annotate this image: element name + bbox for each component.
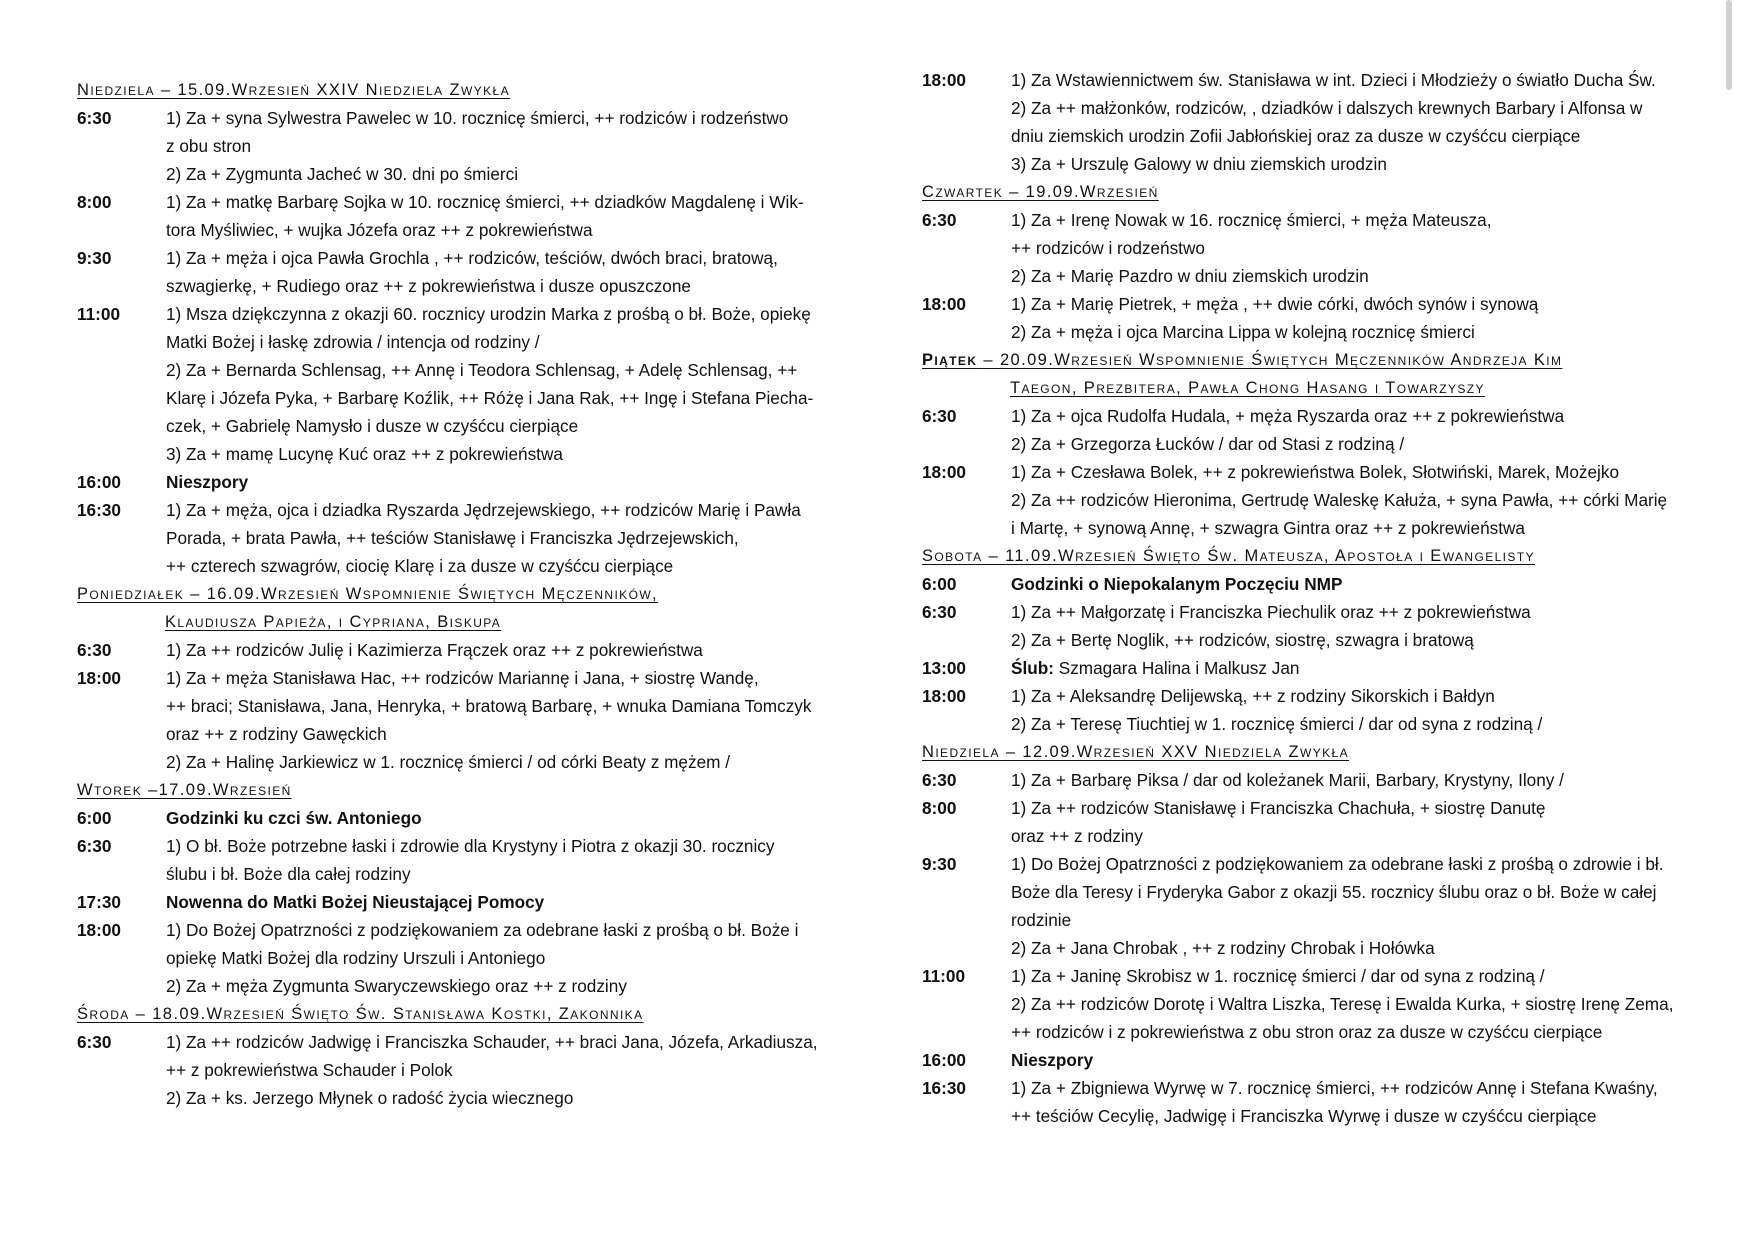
scrollbar[interactable] (1726, 0, 1732, 90)
intention-line (166, 496, 837, 524)
intention-text: ++ rodziców i rodzeństwo (1011, 238, 1205, 258)
mass-time: 6:30 (77, 640, 112, 660)
intentions (1011, 206, 1702, 290)
mass-entry (77, 300, 837, 468)
mass-entry (77, 244, 837, 300)
intentions (1011, 1074, 1702, 1130)
mass-entry (922, 66, 1702, 178)
day-heading (922, 178, 1702, 206)
intention-line (166, 804, 837, 832)
mass-entry (77, 888, 837, 916)
intention-text: 3) Za + Urszulę Galowy w dniu ziemskich urodzin (1011, 154, 1387, 174)
intention-text: ++ czterech szwagrów, ciocię Klarę i za dusze w czyśćcu cierpiące (166, 556, 674, 576)
mass-entry (77, 916, 837, 1000)
intention-line (166, 384, 837, 412)
mass-entry (922, 766, 1702, 794)
intentions (1011, 962, 1702, 1046)
intention-line (1011, 906, 1702, 934)
intention-line (166, 412, 837, 440)
mass-time: 6:30 (77, 108, 112, 128)
day-heading (77, 776, 837, 804)
intention-line (166, 832, 837, 860)
intentions (166, 300, 837, 468)
mass-entry (922, 1074, 1702, 1130)
mass-time: 16:30 (77, 500, 121, 520)
intention-line (1011, 150, 1702, 178)
intention-line (166, 692, 837, 720)
intention-text: ++ braci; Stanisława, Jana, Henryka, + bratową Barbarę, + wnuka Damiana Tomczyk (166, 696, 812, 716)
intention-line (1011, 486, 1702, 514)
intention-line (166, 468, 837, 496)
right-column (922, 66, 1702, 1130)
mass-entry (922, 402, 1702, 458)
intention-text: rodzinie (1011, 910, 1072, 930)
mass-entry (922, 794, 1702, 850)
mass-entry (77, 496, 837, 580)
intention-line (1011, 626, 1702, 654)
intention-line (166, 916, 837, 944)
intention-text: 1) Za + Aleksandrę Delijewską, ++ z rodziny Sikorskich i Bałdyn (1011, 686, 1495, 706)
intention-line (1011, 66, 1702, 94)
intention-line (166, 440, 837, 468)
intention-line (166, 272, 837, 300)
mass-entry (77, 468, 837, 496)
mass-time: 9:30 (922, 854, 957, 874)
day-heading (922, 542, 1702, 570)
intention-line (1011, 430, 1702, 458)
intention-text: 2) Za + Bertę Noglik, ++ rodziców, siostrę, szwagra i bratową (1011, 630, 1474, 650)
intention-text: 1) Za ++ Małgorzatę i Franciszka Piechulik oraz ++ z pokrewieństwa (1011, 602, 1531, 622)
intention-line (166, 552, 837, 580)
mass-entry (922, 654, 1702, 682)
intention-text: Godzinki o Niepokalanym Poczęciu NMP (1011, 574, 1343, 594)
intention-text: 1) Za + ojca Rudolfa Hudala, + męża Ryszarda oraz ++ z pokrewieństwa (1011, 406, 1565, 426)
intention-text: tora Myśliwiec, + wujka Józefa oraz ++ z pokrewieństwa (166, 220, 593, 240)
intention-text: 1) Msza dziękczynna z okazji 60. rocznicy urodzin Marka z prośbą o bł. Boże, opiekę (166, 304, 811, 324)
intention-line (1011, 262, 1702, 290)
mass-entry (77, 188, 837, 244)
intention-text: 2) Za + Grzegorza Łucków / dar od Stasi z rodziną / (1011, 434, 1405, 454)
intention-line (166, 188, 837, 216)
intention-text: 3) Za + mamę Lucynę Kuć oraz ++ z pokrewieństwa (166, 444, 563, 464)
intention-line (1011, 234, 1702, 262)
intention-text: czek, + Gabrielę Namysło i dusze w czyśćcu cierpiące (166, 416, 579, 436)
intentions (166, 188, 837, 244)
day-heading-text: Sobota – 11.09.Wrzesień Święto Św. Mateusza, Apostoła i Ewangelisty (922, 547, 1535, 565)
intentions (166, 888, 837, 916)
intention-line (1011, 402, 1702, 430)
mass-time: 18:00 (922, 70, 966, 90)
intention-text: 2) Za + męża i ojca Marcina Lippa w kolejną rocznicę śmierci (1011, 322, 1475, 342)
intention-line (166, 300, 837, 328)
intentions (166, 664, 837, 776)
intention-text: 1) Za ++ rodziców Julię i Kazimierza Frączek oraz ++ z pokrewieństwa (166, 640, 703, 660)
intention-line (1011, 206, 1702, 234)
intention-line (1011, 962, 1702, 990)
mass-time: 16:00 (922, 1050, 966, 1070)
intention-text: 2) Za + Jana Chrobak , ++ z rodziny Chrobak i Hołówka (1011, 938, 1435, 958)
mass-entry (77, 804, 837, 832)
intention-text: ++ teściów Cecylię, Jadwigę i Franciszka Wyrwę i dusze w czyśćcu cierpiące (1011, 1106, 1597, 1126)
intention-text: 2) Za ++ rodziców Hieronima, Gertrudę Waleskę Kałuża, + syna Pawła, ++ córki Marię (1011, 490, 1668, 510)
mass-time: 13:00 (922, 658, 966, 678)
mass-entry (922, 962, 1702, 1046)
intention-text: Godzinki ku czci św. Antoniego (166, 808, 422, 828)
mass-time: 11:00 (922, 966, 966, 986)
intention-line (1011, 1074, 1702, 1102)
intention-text: 2) Za + Marię Pazdro w dniu ziemskich urodzin (1011, 266, 1369, 286)
intention-text: dniu ziemskich urodzin Zofii Jabłońskiej oraz za dusze w czyśćcu cierpiące (1011, 126, 1581, 146)
intentions (1011, 598, 1702, 654)
day-heading (77, 1000, 837, 1028)
intention-text: 1) Za + Barbarę Piksa / dar od koleżanek Marii, Barbary, Krystyny, Ilony / (1011, 770, 1564, 790)
intention-line (1011, 990, 1702, 1018)
mass-time: 18:00 (922, 462, 966, 482)
intention-text: 2) Za + męża Zygmunta Swaryczewskiego oraz ++ z rodziny (166, 976, 627, 996)
mass-time: 8:00 (77, 192, 112, 212)
day-name: Piątek (922, 351, 978, 369)
intention-text: 1) Za + matkę Barbarę Sojka w 10. rocznicę śmierci, ++ dziadków Magdalenę i Wik- (166, 192, 804, 212)
mass-time: 6:30 (77, 1032, 112, 1052)
intention-text: Matki Bożej i łaskę zdrowia / intencja od rodziny / (166, 332, 540, 352)
intention-text: Klarę i Józefa Pyka, + Barbarę Koźlik, ++ Różę i Jana Rak, ++ Ingę i Stefana Piecha- (166, 388, 814, 408)
mass-entry (922, 570, 1702, 598)
intention-text: 1) Za ++ rodziców Stanisławę i Franciszka Chachuła, + siostrę Danutę (1011, 798, 1546, 818)
intention-text: oraz ++ z rodziny Gawęckich (166, 724, 387, 744)
intentions (166, 636, 837, 664)
intention-text: 1) Za + męża Stanisława Hac, ++ rodziców Mariannę i Jana, + siostrę Wandę, (166, 668, 759, 688)
intention-text: 1) Za + męża i ojca Pawła Grochla , ++ rodziców, teściów, dwóch braci, bratową, (166, 248, 778, 268)
intention-line (1011, 514, 1702, 542)
intention-line (1011, 1046, 1702, 1074)
intention-line (166, 664, 837, 692)
intention-text: 2) Za ++ małżonków, rodziców, , dziadków i dalszych krewnych Barbary i Alfonsa w (1011, 98, 1643, 118)
day-heading-text: Czwartek – 19.09.Wrzesień (922, 183, 1159, 201)
intention-line (1011, 1018, 1702, 1046)
left-column (77, 76, 837, 1112)
mass-time: 6:00 (922, 574, 957, 594)
intentions (1011, 570, 1702, 598)
day-heading-text: Niedziela – 12.09.Wrzesień XXV Niedziela Zwykła (922, 743, 1349, 761)
intention-text: 1) Do Bożej Opatrzności z podziękowaniem za odebrane łaski z prośbą o bł. Boże i (166, 920, 799, 940)
mass-entry (77, 832, 837, 888)
intention-line (166, 160, 837, 188)
intention-line (1011, 822, 1702, 850)
mass-time: 6:30 (922, 770, 957, 790)
intention-line (1011, 318, 1702, 346)
day-heading-text: – 20.09.Wrzesień Wspomnienie Świętych Męczenników Andrzeja Kim (977, 351, 1563, 369)
mass-entry (922, 682, 1702, 738)
mass-time: 18:00 (922, 294, 966, 314)
intention-text: 1) Za + syna Sylwestra Pawelec w 10. rocznicę śmierci, ++ rodziców i rodzeństwo (166, 108, 789, 128)
intention-line (1011, 458, 1702, 486)
intention-line (1011, 122, 1702, 150)
intention-line (1011, 682, 1702, 710)
intention-text: 2) Za + Bernarda Schlensag, ++ Annę i Teodora Schlensag, + Adelę Schlensag, ++ (166, 360, 798, 380)
intention-line (166, 972, 837, 1000)
intention-line (1011, 794, 1702, 822)
intention-label: Ślub: (1011, 658, 1054, 678)
intentions (1011, 402, 1702, 458)
intention-text: 2) Za + Zygmunta Jacheć w 30. dni po śmierci (166, 164, 519, 184)
mass-time: 6:30 (922, 602, 957, 622)
intention-text: Nieszpory (1011, 1050, 1094, 1070)
intentions (1011, 682, 1702, 738)
intention-text: i Martę, + synową Annę, + szwagra Gintra oraz ++ z pokrewieństwa (1011, 518, 1525, 538)
mass-time: 6:30 (922, 406, 957, 426)
intention-text: 2) Za + Halinę Jarkiewicz w 1. rocznicę śmierci / od córki Beaty z mężem / (166, 752, 731, 772)
intention-line (166, 524, 837, 552)
intention-text: z obu stron (166, 136, 252, 156)
intention-text: Boże dla Teresy i Fryderyka Gabor z okazji 55. rocznicy ślubu oraz o bł. Boże w całej (1011, 882, 1657, 902)
intention-text: Porada, + brata Pawła, ++ teściów Stanisławę i Franciszka Jędrzejewskich, (166, 528, 739, 548)
intention-text: 1) Za Wstawiennictwem św. Stanisława w int. Dzieci i Młodzieży o światło Ducha Św. (1011, 70, 1656, 90)
mass-time: 9:30 (77, 248, 112, 268)
intentions (166, 496, 837, 580)
mass-time: 16:00 (77, 472, 121, 492)
intention-line (1011, 1102, 1702, 1130)
mass-entry (77, 1028, 837, 1112)
mass-entry (77, 104, 837, 188)
intention-line (166, 1084, 837, 1112)
intention-text: 1) Za + Marię Pietrek, + męża , ++ dwie córki, dwóch synów i synową (1011, 294, 1539, 314)
mass-time: 18:00 (77, 668, 121, 688)
day-heading-text: Niedziela – 15.09.Wrzesień XXIV Niedziela Zwykła (77, 81, 510, 99)
mass-time: 6:30 (77, 836, 112, 856)
intention-line (1011, 570, 1702, 598)
intention-text: 1) Za + Zbigniewa Wyrwę w 7. rocznicę śmierci, ++ rodziców Annę i Stefana Kwaśny, (1011, 1078, 1658, 1098)
intentions (1011, 794, 1702, 850)
intention-line (1011, 934, 1702, 962)
intention-line (166, 132, 837, 160)
mass-entry (922, 458, 1702, 542)
day-heading-text: Środa – 18.09.Wrzesień Święto Św. Stanisława Kostki, Zakonnika (77, 1005, 644, 1023)
intention-line (166, 1056, 837, 1084)
intention-line (1011, 598, 1702, 626)
mass-time: 18:00 (922, 686, 966, 706)
intention-text: ++ rodziców i z pokrewieństwa z obu stron oraz za dusze w czyśćcu cierpiące (1011, 1022, 1603, 1042)
day-heading-continuation: Klaudiusza Papieża, i Cypriana, Biskupa (165, 613, 502, 631)
intention-text: 1) Za + Czesława Bolek, ++ z pokrewieństwa Bolek, Słotwiński, Marek, Możejko (1011, 462, 1620, 482)
intention-line (166, 104, 837, 132)
intentions (166, 1028, 837, 1112)
intention-line (1011, 654, 1702, 682)
mass-entry (922, 598, 1702, 654)
mass-entry (922, 850, 1702, 962)
mass-time: 6:30 (922, 210, 957, 230)
intention-line (166, 748, 837, 776)
intention-line (166, 636, 837, 664)
mass-time: 17:30 (77, 892, 121, 912)
day-heading-continuation: Taegon, Prezbitera, Pawła Chong Hasang i Towarzyszy (1010, 379, 1485, 397)
mass-entry (922, 1046, 1702, 1074)
intention-line (166, 328, 837, 356)
intention-line (166, 720, 837, 748)
intentions (166, 832, 837, 888)
intention-line (166, 356, 837, 384)
intention-text: 1) O bł. Boże potrzebne łaski i zdrowie dla Krystyny i Piotra z okazji 30. rocznicy (166, 836, 775, 856)
intention-text: 1) Za + Janinę Skrobisz w 1. rocznicę śmierci / dar od syna z rodziną / (1011, 966, 1545, 986)
mass-entry (922, 290, 1702, 346)
intention-line (166, 888, 837, 916)
day-heading (77, 580, 837, 636)
intention-text: szwagierkę, + Rudiego oraz ++ z pokrewieństwa i dusze opuszczone (166, 276, 691, 296)
intention-line (1011, 290, 1702, 318)
intention-line (166, 944, 837, 972)
intention-text: Szmagara Halina i Malkusz Jan (1053, 658, 1300, 678)
mass-entry (77, 664, 837, 776)
intention-text: 2) Za + Teresę Tiuchtiej w 1. rocznicę śmierci / dar od syna z rodziną / (1011, 714, 1543, 734)
intention-text: 2) Za + ks. Jerzego Młynek o radość życia wiecznego (166, 1088, 574, 1108)
intention-text: ślubu i bł. Boże dla całej rodziny (166, 864, 411, 884)
intentions (1011, 458, 1702, 542)
intentions (1011, 654, 1702, 682)
day-heading (922, 346, 1702, 402)
mass-time: 6:00 (77, 808, 112, 828)
day-heading (77, 76, 837, 104)
intention-text: 1) Do Bożej Opatrzności z podziękowaniem za odebrane łaski z prośbą o zdrowie i bł. (1011, 854, 1664, 874)
intentions (166, 104, 837, 188)
intention-text: 1) Za + męża, ojca i dziadka Ryszarda Jędrzejewskiego, ++ rodziców Marię i Pawła (166, 500, 801, 520)
intention-text: 1) Za + Irenę Nowak w 16. rocznicę śmierci, + męża Mateusza, (1011, 210, 1492, 230)
intention-text: Nowenna do Matki Bożej Nieustającej Pomocy (166, 892, 545, 912)
mass-time: 11:00 (77, 304, 121, 324)
intentions (1011, 66, 1702, 178)
intentions (166, 244, 837, 300)
mass-time: 18:00 (77, 920, 121, 940)
intention-line (1011, 94, 1702, 122)
day-heading (922, 738, 1702, 766)
intention-line (1011, 710, 1702, 738)
intention-text: 2) Za ++ rodziców Dorotę i Waltra Liszka, Teresę i Ewalda Kurka, + siostrę Irenę Zema, (1011, 994, 1674, 1014)
intention-text: opiekę Matki Bożej dla rodziny Urszuli i Antoniego (166, 948, 546, 968)
intention-line (166, 1028, 837, 1056)
intentions (1011, 290, 1702, 346)
intention-line (166, 860, 837, 888)
intention-line (166, 244, 837, 272)
intentions (1011, 1046, 1702, 1074)
mass-entry (922, 206, 1702, 290)
intention-line (166, 216, 837, 244)
intentions (1011, 850, 1702, 962)
intention-text: oraz ++ z rodziny (1011, 826, 1143, 846)
intention-line (1011, 850, 1702, 878)
intentions (1011, 766, 1702, 794)
intentions (166, 804, 837, 832)
mass-time: 8:00 (922, 798, 957, 818)
intention-text: 1) Za ++ rodziców Jadwigę i Franciszka Schauder, ++ braci Jana, Józefa, Arkadiusza, (166, 1032, 818, 1052)
intentions (166, 916, 837, 1000)
intention-text: ++ z pokrewieństwa Schauder i Polok (166, 1060, 453, 1080)
mass-entry (77, 636, 837, 664)
mass-time: 16:30 (922, 1078, 966, 1098)
intention-line (1011, 766, 1702, 794)
day-heading-text: Poniedziałek – 16.09.Wrzesień Wspomnienie Świętych Męczenników, (77, 585, 659, 603)
intention-text: Nieszpory (166, 472, 249, 492)
day-heading-text: Wtorek –17.09.Wrzesień (77, 781, 292, 799)
intention-line (1011, 878, 1702, 906)
intentions (166, 468, 837, 496)
